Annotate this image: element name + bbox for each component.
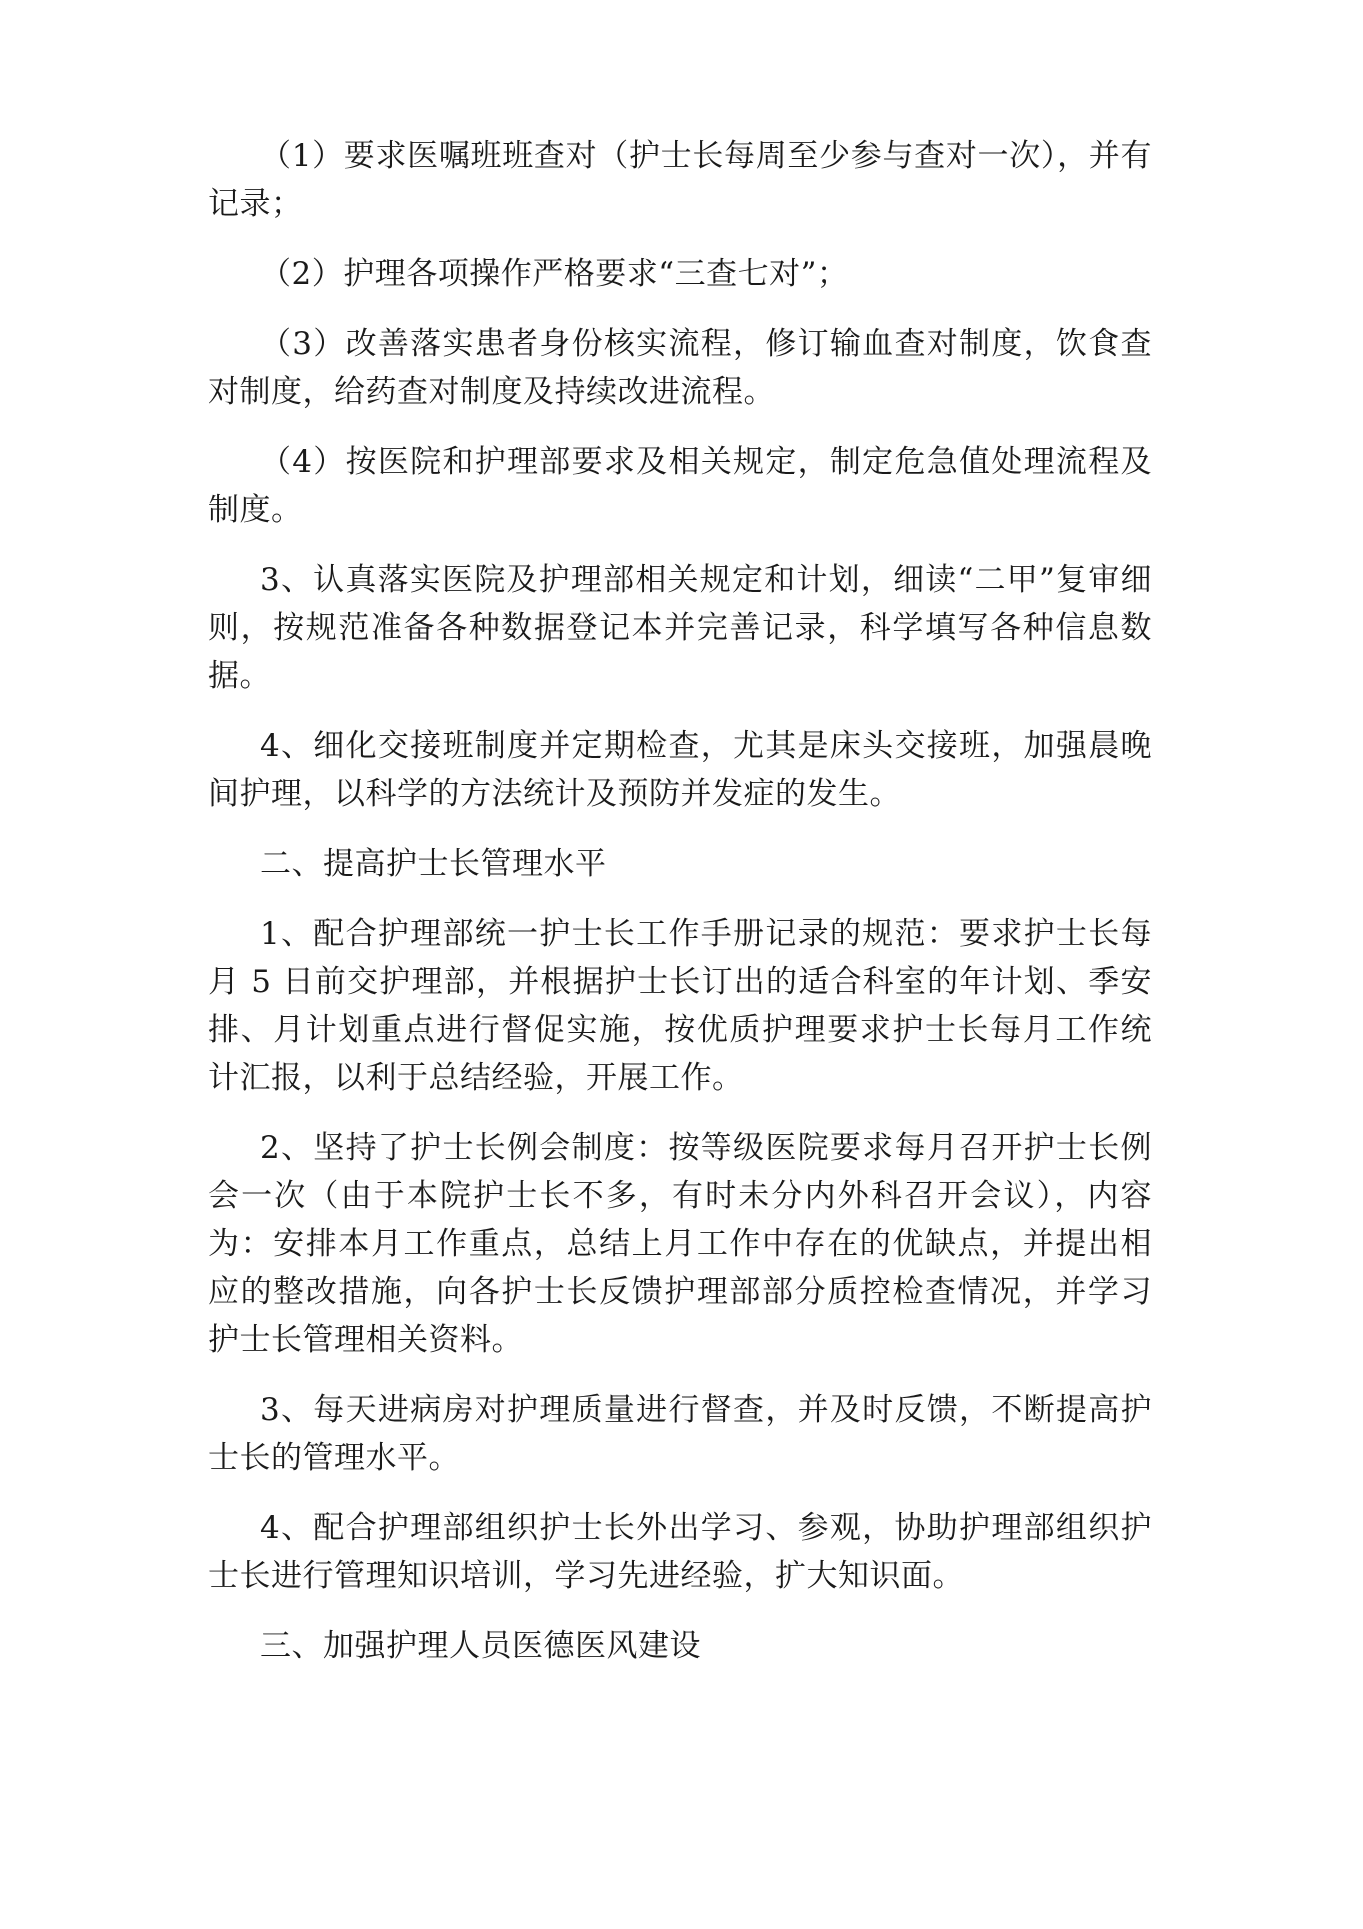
list-item-critical-values: （4）按医院和护理部要求及相关规定，制定危急值处理流程及制度。 (208, 444, 1152, 528)
paragraph-regular-meeting: 2、坚持了护士长例会制度：按等级医院要求每月召开护士长例会一次（由于本院护士长不多，有时未分内外科召开会议），内容为：安排本月工作重点，总结上月工作中存在的优缺点，并提出相应的整改措施，向各护士长反馈护理部部分质控检查情况，并学习护士长管理相关资料。 (208, 1130, 1152, 1358)
paragraph-training: 4、配合护理部组织护士长外出学习、参观，协助护理部组织护士长进行管理知识培训，学习先进经验，扩大知识面。 (208, 1510, 1152, 1594)
list-item-identity-verification: （3）改善落实患者身份核实流程，修订输血查对制度，饮食查对制度，给药查对制度及持续改进流程。 (208, 326, 1152, 410)
paragraph-daily-inspection: 3、每天进病房对护理质量进行督查，并及时反馈，不断提高护士长的管理水平。 (208, 1392, 1152, 1476)
list-item-three-checks: （2）护理各项操作严格要求“三查七对”； (260, 256, 849, 292)
section-heading-head-nurse: 二、提高护士长管理水平 (260, 846, 607, 882)
document-body (208, 132, 1152, 1692)
list-item-check-orders: （1）要求医嘱班班查对（护士长每周至少参与查对一次），并有记录； (208, 138, 1152, 222)
paragraph-shift-handover: 4、细化交接班制度并定期检查，尤其是床头交接班，加强晨晚间护理，以科学的方法统计及预防并发症的发生。 (208, 728, 1152, 812)
paragraph-work-manual: 1、配合护理部统一护士长工作手册记录的规范：要求护士长每月 5 日前交护理部，并根据护士长订出的适合科室的年计划、季安排、月计划重点进行督促实施，按优质护理要求护士长每月工作统计汇报，以利于总结经验，开展工作。 (208, 916, 1152, 1096)
section-heading-medical-ethics: 三、加强护理人员医德医风建设 (260, 1628, 701, 1664)
paragraph-regulations: 3、认真落实医院及护理部相关规定和计划，细读“二甲”复审细则，按规范准备各种数据登记本并完善记录，科学填写各种信息数据。 (208, 562, 1152, 694)
